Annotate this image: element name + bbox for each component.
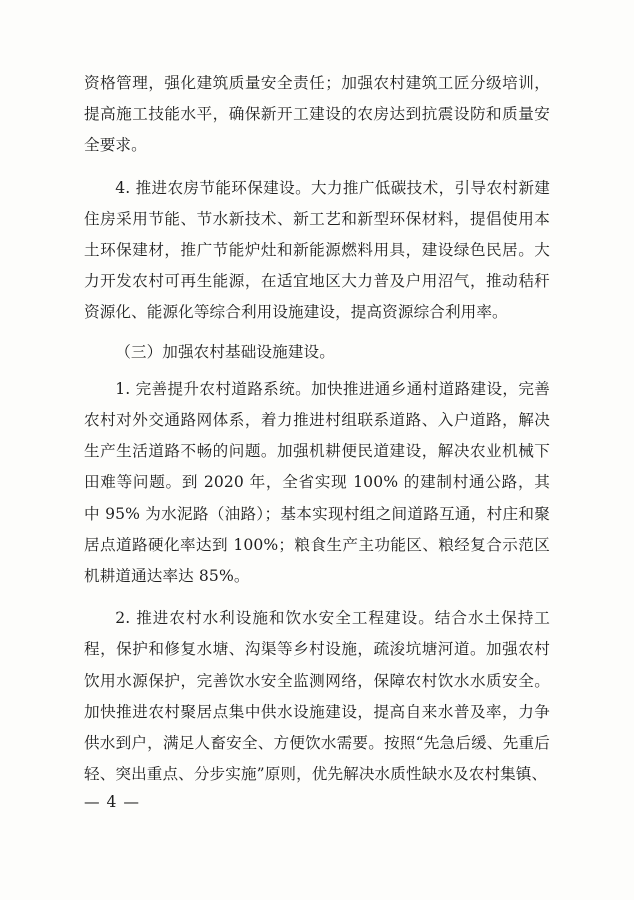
paragraph-rural-roads: 1. 完善提升农村道路系统。加快推进通乡通村道路建设，完善农村对外交通路网体系，着力推进村组联系道路、入户道路，解决生产生活道路不畅的问题。加强机耕便民道建设，解决农业机械下田难等问题。到 2020 年，全省实现 100% 的建制村通公路，其中 95% 为水泥路（油路）；基本实现村组之间道路互通，村庄和聚居点道路硬化率达到 100%；粮食生产主功能区、粮经复合示范区机耕道通达率达 85%。 [84,379,550,586]
document-body [84,68,550,790]
section-heading-infrastructure: （三）加强农村基础设施建设。 [115,342,335,361]
paragraph-water-facilities: 2. 推进农村水利设施和饮水安全工程建设。结合水土保持工程，保护和修复水塘、沟渠等乡村设施，疏浚坑塘河道。加强农村饮用水源保护，完善饮水安全监测网络，保障农村饮水水质安全。加快推进农村聚居点集中供水设施建设，提高自来水普及率，力争供水到户，满足人畜安全、方便饮水需要。按照“先急后缓、先重后轻、突出重点、分步实施”原则，优先解决水质性缺水及农村集镇、 [84,609,550,784]
paragraph-energy-saving-housing: 4. 推进农房节能环保建设。大力推广低碳技术，引导农村新建住房采用节能、节水新技术、新工艺和新型环保材料，提倡使用本土环保建材，推广节能炉灶和新能源燃料用具，建设绿色民居。大力开发农村可再生能源，在适宜地区大力普及户用沼气，推动秸秆资源化、能源化等综合利用设施建设，提高资源综合利用率。 [84,178,550,322]
paragraph-continuation: 资格管理，强化建筑质量安全责任；加强农村建筑工匠分级培训，提高施工技能水平，确保新开工建设的农房达到抗震设防和质量安全要求。 [84,74,550,155]
page-number: — 4 — [84,793,141,811]
